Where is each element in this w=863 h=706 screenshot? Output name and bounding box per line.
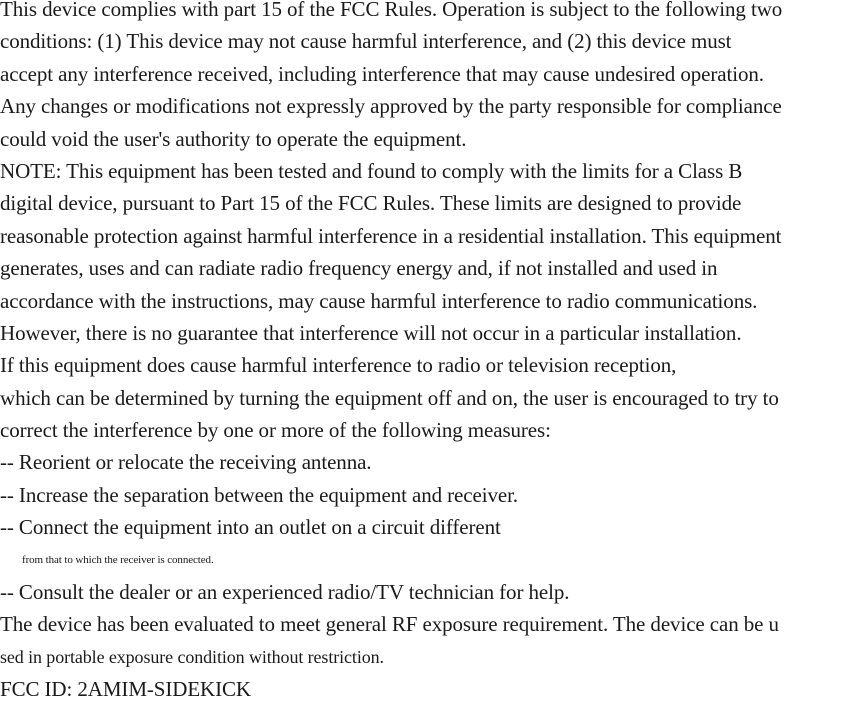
text-line: Any changes or modifications not expressly approved by the party responsible for compliance [0, 94, 782, 119]
text-line: could void the user's authority to operate the equipment. [0, 126, 467, 151]
measure-item: -- Consult the dealer or an experienced radio/TV technician for help. [0, 580, 570, 605]
measure-item: -- Reorient or relocate the receiving antenna. [0, 450, 372, 475]
text-line: accordance with the instructions, may cause harmful interference to radio communications. [0, 288, 758, 313]
text-line: accept any interference received, including interference that may cause undesired operation. [0, 61, 764, 86]
text-line: conditions: (1) This device may not cause harmful interference, and (2) this device must [0, 29, 732, 54]
text-line: If this equipment does cause harmful interference to radio or television reception, [0, 353, 677, 378]
text-line: sed in portable exposure condition without restriction. [0, 646, 384, 667]
text-line: NOTE: This equipment has been tested and found to comply with the limits for a Class B [0, 158, 743, 183]
text-line: correct the interference by one or more of the following measures: [0, 418, 551, 443]
text-line: which can be determined by turning the equipment off and on, the user is encouraged to try to [0, 385, 779, 410]
measure-item: -- Connect the equipment into an outlet on a circuit different [0, 515, 501, 540]
text-line: generates, uses and can radiate radio frequency energy and, if not installed and used in [0, 256, 718, 281]
measure-item: -- Increase the separation between the equipment and receiver. [0, 482, 518, 507]
text-line: The device has been evaluated to meet general RF exposure requirement. The device can be u [0, 612, 779, 637]
text-line: digital device, pursuant to Part 15 of the FCC Rules. These limits are designed to provide [0, 191, 742, 216]
fcc-id-line: FCC ID: 2AMIM-SIDEKICK [0, 677, 251, 702]
text-line: However, there is no guarantee that interference will not occur in a particular installation. [0, 320, 742, 345]
text-line: reasonable protection against harmful interference in a residential installation. This equipment [0, 223, 782, 248]
text-line: This device complies with part 15 of the FCC Rules. Operation is subject to the following two [0, 0, 783, 21]
measure-item-continuation: from that to which the receiver is connected. [22, 553, 214, 566]
